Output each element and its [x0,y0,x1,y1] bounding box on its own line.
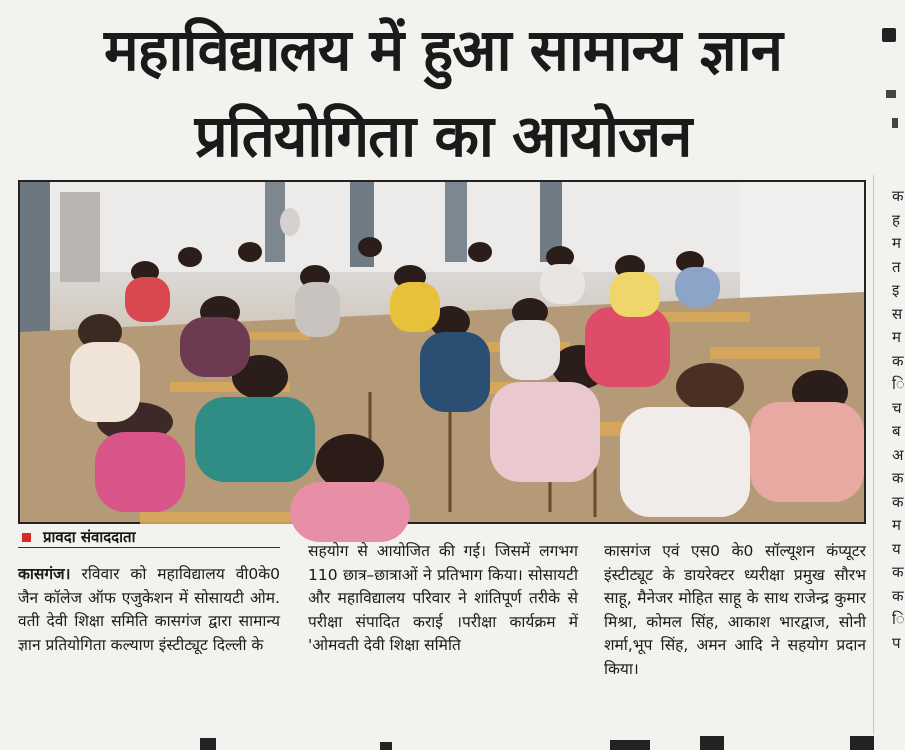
edge-glyph: अ [892,445,904,464]
edge-glyph: क [892,187,904,205]
edge-glyph: क [892,586,904,605]
next-headline-fragment [0,736,903,750]
edge-glyph: म [892,516,901,534]
byline-square-icon [22,533,31,542]
photo-illustration [20,182,864,522]
edge-glyph: ह [892,210,900,229]
article-column-1 [18,563,280,657]
article-column-2 [308,540,578,658]
edge-glyph: क [892,351,904,370]
edge-glyph: ि [892,610,905,628]
article-col1-text: रविवार को महाविद्यालय वी0के0 जैन कॉलेज ऑफ एजुकेशन में सोसायटी ओम. वती देवी शिक्षा समिति कासगंज द्वारा सामान्य ज्ञान प्रतियोगिता कल्याण इंस्टीट्यूट दिल्ली के [18,565,280,654]
edge-glyph: क [892,469,904,487]
edge-glyph: म [892,234,901,252]
edge-glyph: त [892,257,901,276]
adjacent-column-fragment [892,185,903,655]
edge-glyph: स [892,304,903,323]
article-column-3 [604,540,866,681]
edge-glyph: ि [892,375,905,393]
edge-glyph: ब [892,422,901,440]
edge-glyph: य [892,539,901,558]
edge-glyph: प [892,633,901,652]
edge-glyph: इ [892,281,900,299]
edge-glyph: क [892,563,904,581]
dateline-place: कासगंज। [18,565,71,583]
classroom-exam-photo [18,180,866,524]
byline [18,527,280,548]
edge-glyph: म [892,328,901,346]
headline-line-2: प्रतियोगिता का आयोजन [194,102,692,170]
adjacent-article-fragment-top [878,20,903,130]
article-col2-text: सहयोग से आयोजित की गई। जिसमें लगभग 110 छात्र–छात्राओं ने प्रतिभाग किया। सोसायटी और महाविद्यालय परिवार ने शांतिपूर्ण तरीके से परीक्षा संपादित कराई ।परीक्षा कार्यक्रम में 'ओमवती देवी शिक्षा समिति [308,542,578,654]
edge-glyph: क [892,492,904,511]
article-col3-text: कासगंज एवं एस0 के0 सॉल्यूशन कंप्यूटर इंस्टीट्यूट के डायरेक्टर ध्यरीक्षा प्रमुख सौरभ साहू, मैनेजर मोहित साहू के साथ राजेन्द्र कुमार मिश्रा, कोमल सिंह, आकाश भारद्वाज, सोनी शर्मा,भूप सिंह, अमन आदि ने सहयोग प्रदान किया। [604,542,866,678]
headline-line-1: महाविद्यालय में हुआ सामान्य ज्ञान [104,16,782,84]
edge-glyph: च [892,398,902,417]
byline-label: प्रावदा संवाददाता [43,528,136,546]
column-divider [873,175,874,735]
